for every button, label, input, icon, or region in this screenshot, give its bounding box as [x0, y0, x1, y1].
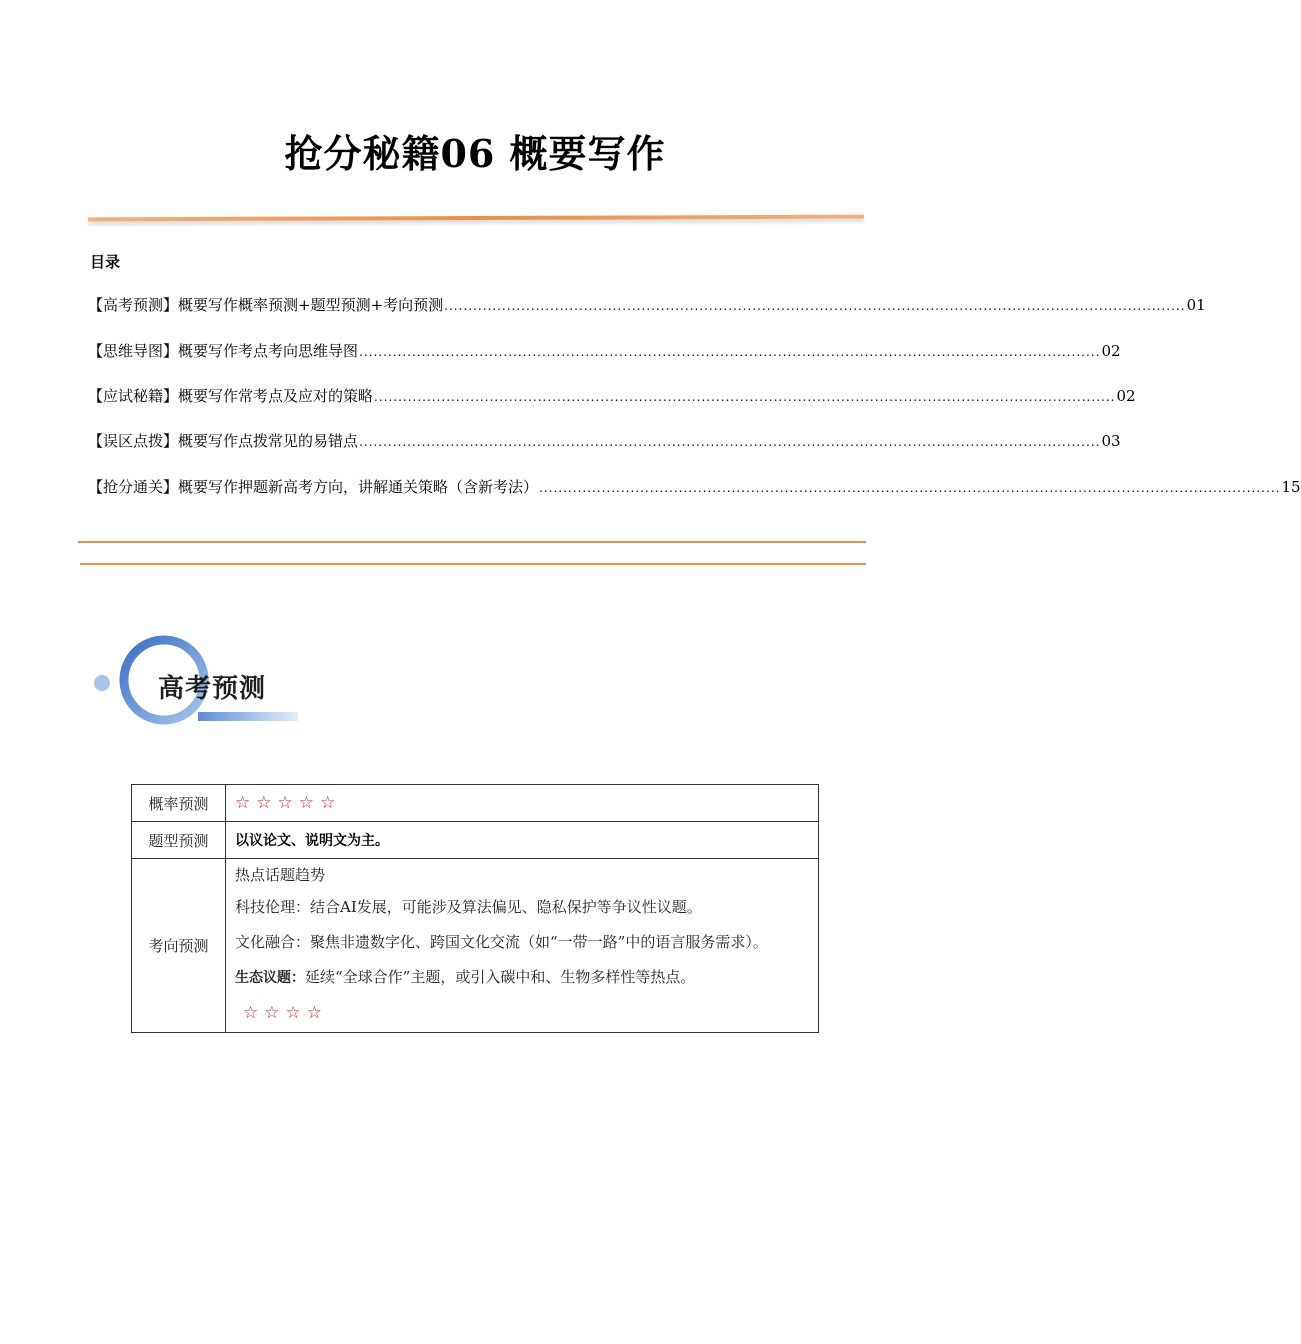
toc-page-number: 02	[1101, 342, 1121, 360]
table-row-trend	[132, 859, 819, 1033]
trend-line-tech-ethics	[235, 890, 817, 925]
banner-label: 高考预测	[158, 674, 267, 704]
toc-leader-dots: ..........................................................................................................................................................	[359, 435, 1101, 449]
toc-item-label: 【思维导图】概要写作考点考向思维导图	[88, 342, 359, 360]
toc-item-mind-map[interactable]	[88, 340, 1121, 362]
trend-prefix: 生态议题：	[235, 970, 305, 986]
trend-text: 结合AI发展，可能涉及算法偏见、隐私保护等争议性议题。	[310, 898, 702, 916]
toc-item-label: 【高考预测】概要写作概率预测+题型预测+考向预测	[88, 296, 444, 314]
trend-line-ecology	[235, 960, 817, 996]
toc-heading: 目录	[90, 253, 121, 271]
question-type-text: 以议论文、说明文为主。	[235, 833, 389, 849]
table-row-probability	[132, 785, 819, 822]
toc-page-number: 03	[1101, 432, 1121, 450]
trend-prefix: 文化融合：	[235, 933, 311, 951]
trend-line-culture	[235, 925, 817, 960]
toc-item-common-mistakes[interactable]	[88, 430, 1121, 452]
table-row-question-type	[132, 822, 819, 859]
trend-cell	[226, 859, 819, 1033]
toc-item-exam-strategy[interactable]	[88, 385, 1136, 407]
toc-leader-dots: ..........................................................................................................................................................	[359, 345, 1101, 359]
probability-stars	[226, 785, 819, 822]
toc-page-number: 15	[1281, 478, 1301, 496]
toc-leader-dots: ..........................................................................................................................................................	[374, 390, 1116, 404]
toc-page-number: 01	[1186, 296, 1206, 314]
star-rating: ☆☆☆☆	[243, 1003, 328, 1023]
page-title: 抢分秘籍06 概要写作	[284, 131, 666, 176]
star-rating: ☆☆☆☆☆	[235, 793, 342, 813]
row-label: 考向预测	[132, 859, 226, 1033]
section-banner-gaokao-prediction	[92, 634, 312, 726]
trend-text: 聚焦非遗数字化、跨国文化交流（如“一带一路”中的语言服务需求）。	[310, 933, 768, 951]
toc-leader-dots: ..........................................................................................................................................................	[444, 299, 1186, 313]
trend-prefix: 科技伦理：	[235, 898, 311, 916]
toc-leader-dots: ..........................................................................................................................................................	[539, 481, 1281, 495]
toc-item-label: 【抢分通关】概要写作押题新高考方向，讲解通关策略（含新考法）	[88, 478, 539, 496]
trend-text: 延续“全球合作”主题，或引入碳中和、生物多样性等热点。	[305, 968, 696, 986]
toc-item-label: 【误区点拨】概要写作点拨常见的易错点	[88, 432, 359, 450]
row-label: 概率预测	[132, 785, 226, 822]
question-type-cell	[226, 822, 819, 859]
toc-item-score-pass[interactable]	[88, 476, 1301, 498]
toc-item-label: 【应试秘籍】概要写作常考点及应对的策略	[88, 387, 374, 405]
toc-separator-top	[78, 541, 866, 543]
trend-title: 热点话题趋势	[235, 866, 326, 884]
prediction-table	[131, 784, 819, 1033]
toc-separator-bottom	[80, 563, 866, 565]
trend-stars-line	[235, 996, 817, 1031]
toc-item-gaokao-prediction[interactable]	[88, 294, 1206, 316]
toc-page-number: 02	[1116, 387, 1136, 405]
row-label: 题型预测	[132, 822, 226, 859]
title-underline	[88, 215, 864, 222]
